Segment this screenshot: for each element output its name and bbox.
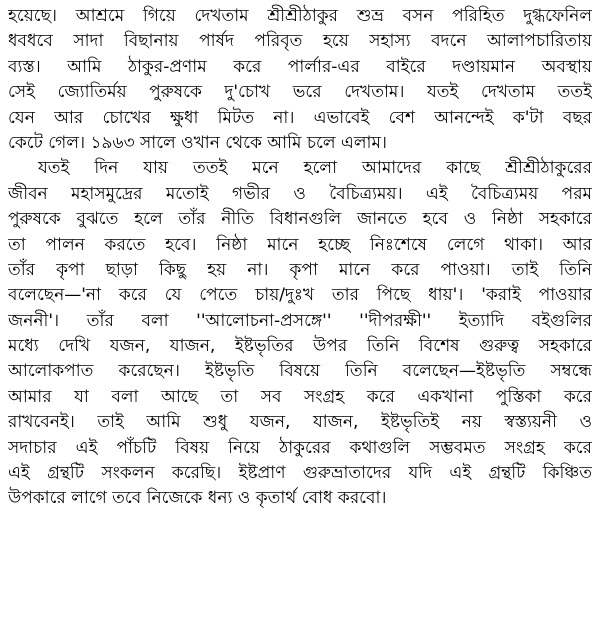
document-page	[8, 4, 592, 634]
text-line: আলোকপাত করেছেন। ইষ্টভৃতি বিষয়ে তিনি বলেছেন—ইষ্টভৃতি সম্বন্ধে	[8, 361, 592, 382]
text-line: উপকারে লাগে তবে নিজেকে ধন্য ও কৃতার্থ বোধ করবো।	[8, 488, 387, 509]
text-line: যেন আর চোখের ক্ষুধা মিটত না। এভাবেই বেশ আনন্দেই ক'টা বছর	[8, 107, 592, 128]
paragraph-2	[8, 156, 592, 511]
text-line: জীবন মহাসমুদ্রের মতোই গভীর ও বৈচিত্র্যময়। এই বৈচিত্র্যময় পরম	[8, 183, 592, 204]
text-line: তাঁর কৃপা ছাড়া কিছু হয় না। কৃপা মানে করে পাওয়া। তাই তিনি	[8, 259, 592, 280]
text-line: বলেছেন—'না করে যে পেতে চায়/দুঃখ তার পিছে ধায়'। 'করাই পাওয়ার	[8, 285, 592, 306]
text-line: কেটে গেল। ১৯৬৩ সালে ওখান থেকে আমি চলে এলাম।	[8, 132, 387, 153]
text-line: সদাচার এই পাঁচটি বিষয় নিয়ে ঠাকুরের কথাগুলি সম্ভবমত সংগ্রহ করে	[8, 437, 592, 458]
text-line: হয়েছে। আশ্রমে গিয়ে দেখতাম শ্রীশ্রীঠাকুর শুভ্র বসন পরিহিত দুগ্ধফেনিল	[8, 6, 592, 26]
text-line: সেই জ্যোতির্ময় পুরুষকে দু'চোখ ভরে দেখতাম। যতই দেখতাম ততই	[8, 82, 592, 103]
paragraph-1	[8, 4, 592, 156]
text-line: তা পালন করতে হবে। নিষ্ঠা মানে হচ্ছে নিঃশেষে লেগে থাকা। আর	[8, 234, 592, 255]
text-line: ব্যস্ত। আমি ঠাকুর-প্রণাম করে পার্লার-এর বাইরে দণ্ডায়মান অবস্থায়	[8, 56, 592, 77]
text-line: এই গ্রন্থটি সংকলন করেছি। ইষ্টপ্রাণ গুরুভ্রাতাদের যদি এই গ্রন্থটি কিঞ্চিত	[8, 463, 592, 484]
text-line: জননী'। তাঁর বলা ''আলোচনা-প্রসঙ্গে'' ''দীপরক্ষী'' ইত্যাদি বইগুলির	[8, 310, 592, 331]
text-line: আমার যা বলা আছে তা সব সংগ্রহ করে একখানা পুস্তিকা করে	[8, 386, 592, 407]
text-line: ধবধবে সাদা বিছানায় পার্ষদ পরিবৃত হয়ে সহাস্য বদনে আলাপচারিতায়	[8, 31, 592, 52]
text-line: পুরুষকে বুঝতে হলে তাঁর নীতি বিধানগুলি জানতে হবে ও নিষ্ঠা সহকারে	[8, 209, 592, 230]
text-line: মধ্যে দেখি যজন, যাজন, ইষ্টভৃতির উপর তিনি বিশেষ গুরুত্ব সহকারে	[8, 336, 592, 357]
text-line: রাখবেনই। তাই আমি শুধু যজন, যাজন, ইষ্টভৃতিই নয় স্বস্ত্যয়নী ও	[8, 412, 592, 433]
text-line: যতই দিন যায় ততই মনে হলো আমাদের কাছে শ্রীশ্রীঠাকুরের	[38, 158, 592, 179]
